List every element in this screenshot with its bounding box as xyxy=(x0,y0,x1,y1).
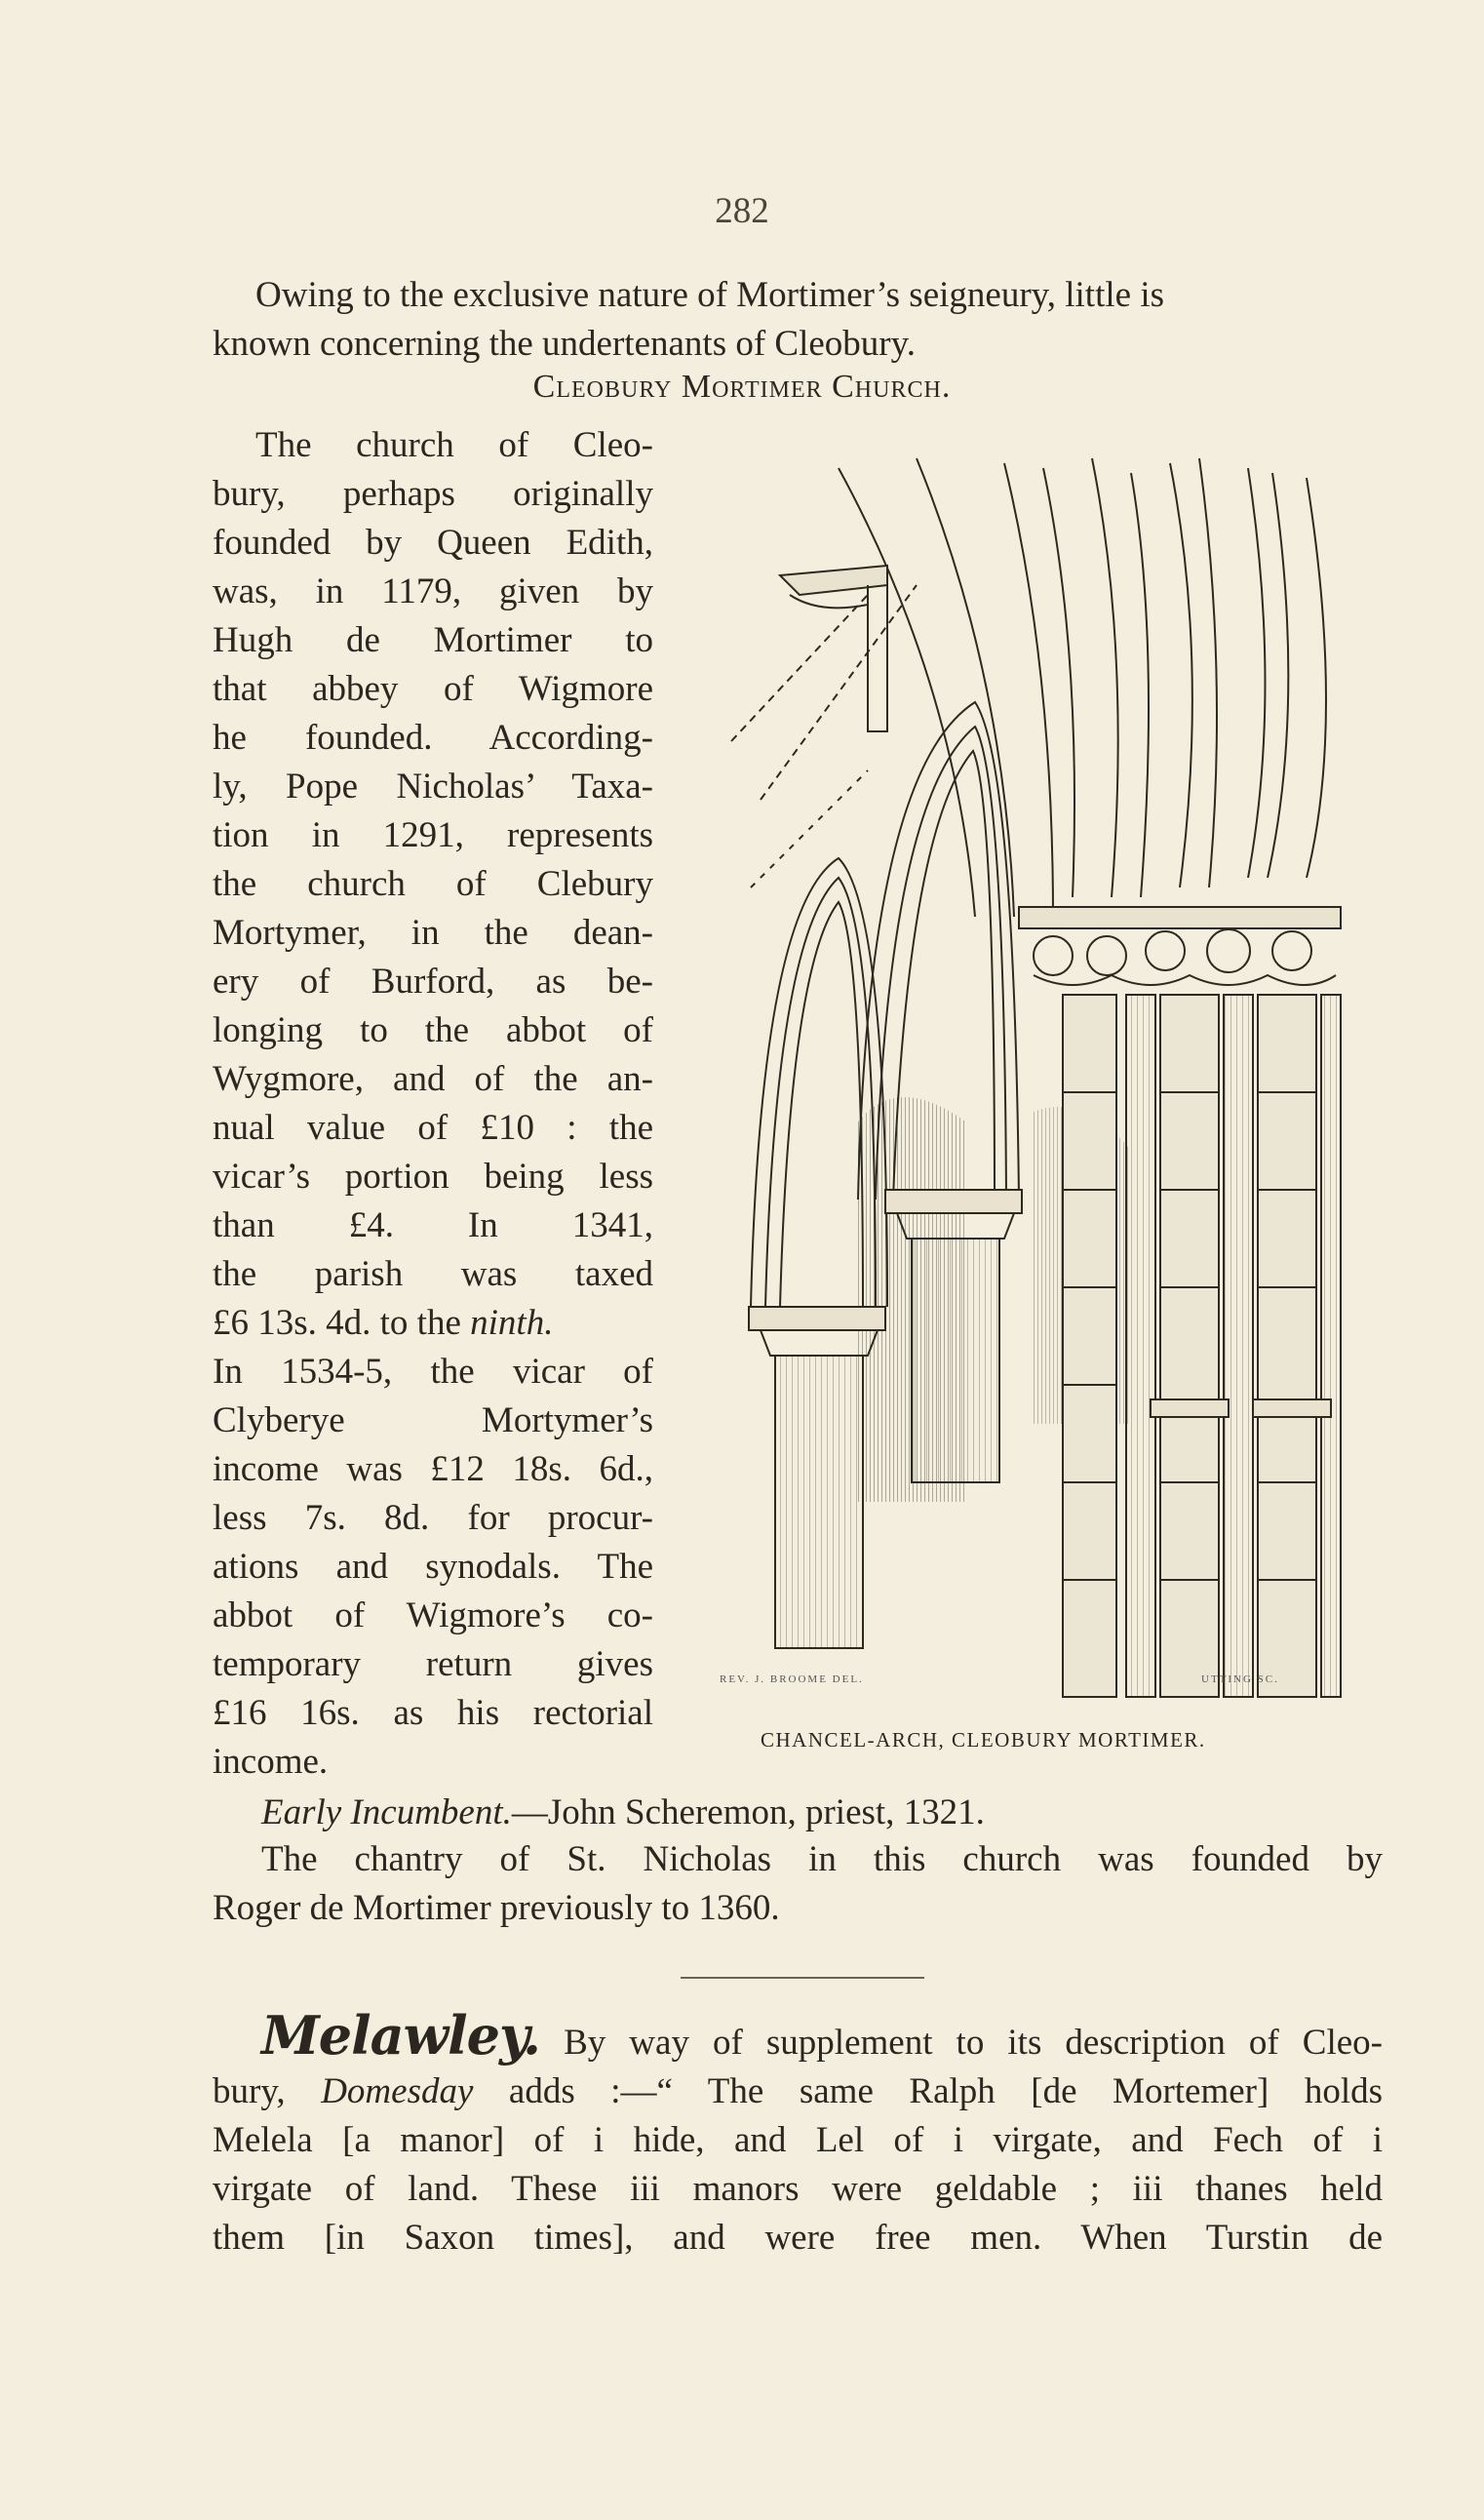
engraving-credit-left: REV. J. BROOME DEL. xyxy=(720,1673,864,1685)
chantry-paragraph xyxy=(213,1835,1383,1933)
column-line: abbot of Wigmore’s co- xyxy=(213,1595,653,1635)
column-line-ninth xyxy=(213,1299,653,1348)
column-line: income was £12 18s. 6d., xyxy=(213,1449,653,1489)
column-line: ery of Burford, as be- xyxy=(213,962,653,1002)
early-incumbent-text: —John Scheremon, priest, 1321. xyxy=(511,1792,985,1832)
column-line: Hugh de Mortimer to xyxy=(213,620,653,660)
column-line: the parish was taxed xyxy=(213,1254,653,1294)
chantry-line-2: Roger de Mortimer previously to 1360. xyxy=(213,1888,780,1928)
chancel-arch-engraving xyxy=(722,449,1365,1716)
intro-line-2: known concerning the undertenants of Cleobury. xyxy=(213,324,916,364)
column-line: was, in 1179, given by xyxy=(213,571,653,611)
column-line: that abbey of Wigmore xyxy=(213,669,653,709)
melawley-line-5: them [in Saxon times], and were free men. When Turstin de xyxy=(213,2218,1383,2258)
column-line: the church of Clebury xyxy=(213,864,653,904)
melawley-line-1-text: By way of supplement to its description of Cleo- xyxy=(564,2023,1383,2063)
melawley-line-4: virgate of land. These iii manors were geldable ; iii thanes held xyxy=(213,2169,1383,2209)
column-line: vicar’s portion being less xyxy=(213,1157,653,1197)
column-line: nual value of £10 : the xyxy=(213,1108,653,1148)
melawley-line-2 xyxy=(213,2067,1383,2116)
column-line: less 7s. 8d. for procur- xyxy=(213,1498,653,1538)
column-line: Wygmore, and of the an- xyxy=(213,1059,653,1099)
melawley-line-2-post: adds :—“ The same Ralph [de Mortemer] holds xyxy=(508,2071,1384,2111)
column-line: than £4. In 1341, xyxy=(213,1205,653,1245)
figure-caption: CHANCEL-ARCH, CLEOBURY MORTIMER. xyxy=(761,1728,1206,1752)
section-heading: Cleobury Mortimer Church. xyxy=(532,369,952,405)
column-line: Mortymer, in the dean- xyxy=(213,913,653,953)
column-line: he founded. According- xyxy=(213,718,653,758)
melawley-paragraph xyxy=(213,2004,1384,2263)
chantry-line-1: The chantry of St. Nicholas in this church was founded by xyxy=(261,1839,1383,1879)
melawley-title: Melawley. xyxy=(261,2004,540,2067)
section-divider xyxy=(681,1977,924,1979)
melawley-line-3: Melela [a manor] of i hide, and Lel of i virgate, and Fech of i xyxy=(213,2120,1383,2160)
melawley-line-1 xyxy=(261,2004,1383,2067)
page-number: 282 xyxy=(715,191,769,231)
column-line: longing to the abbot of xyxy=(213,1010,653,1050)
column-line: ations and synodals. The xyxy=(213,1547,653,1587)
intro-line-1: Owing to the exclusive nature of Mortimer’s seigneury, little is xyxy=(255,275,1164,315)
domesday-word: Domesday xyxy=(321,2071,474,2111)
engraving-credit-right: UTTING SC. xyxy=(1201,1673,1279,1685)
column-line: Clyberye Mortymer’s xyxy=(213,1400,653,1440)
melawley-line-2-pre: bury, xyxy=(213,2071,286,2111)
early-incumbent-label: Early Incumbent. xyxy=(261,1792,512,1832)
column-line: founded by Queen Edith, xyxy=(213,523,653,563)
column-line: £16 16s. as his rectorial xyxy=(213,1693,653,1733)
column-line: ly, Pope Nicholas’ Taxa- xyxy=(213,767,653,807)
column-line: income. xyxy=(213,1742,329,1782)
column-line: £6 13s. 4d. to the xyxy=(213,1303,461,1343)
column-line: tion in 1291, represents xyxy=(213,815,653,855)
early-incumbent-line xyxy=(261,1789,985,1837)
column-line: temporary return gives xyxy=(213,1644,653,1684)
column-line: The church of Cleo- xyxy=(255,425,653,465)
ninth-word: ninth. xyxy=(470,1303,554,1343)
column-line: bury, perhaps originally xyxy=(213,474,653,514)
column-line: In 1534-5, the vicar of xyxy=(213,1352,653,1392)
